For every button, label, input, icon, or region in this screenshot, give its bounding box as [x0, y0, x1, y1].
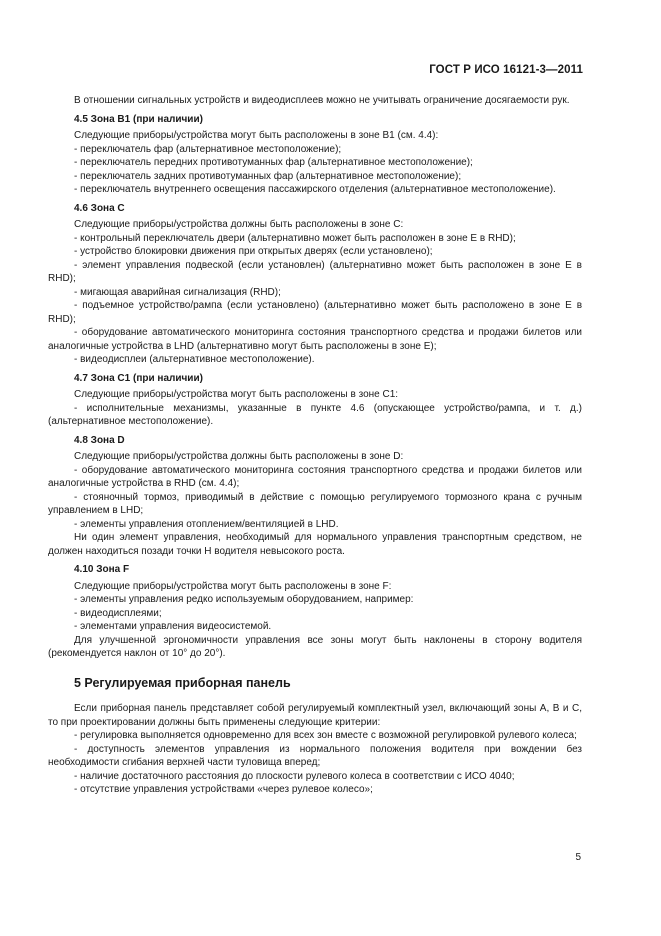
- section-4-10-note: Для улучшенной эргономичности управления все зоны могут быть наклонены в сторону водителя (рекомендуется наклон от 10° до 20°).: [48, 634, 582, 659]
- list-item: - элементами управления видеосистемой.: [74, 621, 272, 632]
- list-item: - элемент управления подвеской (если установлен) (альтернативно может быть расположен в зоне E в RHD);: [48, 259, 582, 284]
- intro-paragraph: В отношении сигнальных устройств и видеодисплеев можно не учитывать ограничение досягаемости рук.: [74, 95, 570, 106]
- list-item: - устройство блокировки движения при открытых дверях (если установлено);: [74, 246, 433, 257]
- document-id-header: ГОСТ Р ИСО 16121-3—2011: [429, 64, 583, 76]
- list-item: - оборудование автоматического мониторинга состояния транспортного средства и продажи билетов или аналогичные устройства в LHD (альтернативно могут быть расположены в зоне E);: [48, 327, 582, 352]
- list-item: - исполнительные механизмы, указанные в пункте 4.6 (опускающее устройство/рампа, и т. д.) (альтернативное местоположение).: [48, 402, 582, 427]
- list-item: - элементы управления отоплением/вентиляцией в LHD.: [74, 518, 339, 530]
- list-item: - отсутствие управления устройствами «через рулевое колесо»;: [74, 784, 373, 795]
- list-item: - стояночный тормоз, приводимый в действие с помощью регулируемого тормозного крана с ручным управлением в LHD;: [48, 491, 582, 516]
- list-item: - переключатель фар (альтернативное местоположение);: [74, 143, 342, 155]
- list-item: - подъемное устройство/рампа (если установлено) (альтернативно может быть расположено в зоне E в RHD);: [48, 300, 582, 325]
- section-4-8-lead: Следующие приборы/устройства должны быть расположены в зоне D:: [74, 451, 404, 462]
- list-item: - наличие достаточного расстояния до плоскости рулевого колеса в соответствии с ИСО 4040;: [74, 770, 515, 782]
- list-item: - переключатель передних противотуманных фар (альтернативное местоположение);: [74, 157, 473, 168]
- list-item: - мигающая аварийная сигнализация (RHD);: [74, 286, 281, 298]
- page-number: 5: [575, 852, 581, 863]
- section-4-6-lead: Следующие приборы/устройства должны быть расположены в зоне C:: [74, 219, 404, 230]
- section-4-6-heading: 4.6 Зона C: [74, 202, 125, 214]
- section-4-7-lead: Следующие приборы/устройства могут быть расположены в зоне C1:: [74, 389, 399, 400]
- list-item: - видеодисплеи (альтернативное местоположение).: [74, 354, 315, 365]
- list-item: - переключатель внутреннего освещения пассажирского отделения (альтернативное местоположение).: [74, 184, 556, 195]
- section-4-8-heading: 4.8 Зона D: [74, 434, 125, 446]
- section-5-heading: 5 Регулируемая приборная панель: [74, 675, 291, 690]
- list-item: - переключатель задних противотуманных фар (альтернативное местоположение);: [74, 170, 462, 182]
- page-body: [48, 94, 582, 797]
- section-4-5-lead: Следующие приборы/устройства могут быть расположены в зоне B1 (см. 4.4):: [74, 130, 439, 141]
- section-4-5-heading: 4.5 Зона B1 (при наличии): [74, 113, 203, 125]
- section-4-7-heading: 4.7 Зона C1 (при наличии): [74, 372, 203, 384]
- section-4-8-note: Ни один элемент управления, необходимый для нормального управления транспортным средством, не должен находиться позади точки H водителя невысокого роста.: [48, 532, 582, 557]
- list-item: - доступность элементов управления из нормального положения водителя при вождении без необходимости сгибания верхней части туловища вперед;: [48, 743, 582, 768]
- section-4-10-lead: Следующие приборы/устройства могут быть расположены в зоне F:: [74, 580, 392, 592]
- list-item: - оборудование автоматического мониторинга состояния транспортного средства и продажи билетов или аналогичные устройства в RHD (см. 4.4);: [48, 464, 582, 489]
- list-item: - контрольный переключатель двери (альтернативно может быть расположен в зоне E в RHD);: [74, 232, 516, 244]
- list-item: - видеодисплеями;: [74, 607, 162, 619]
- list-item: - регулировка выполняется одновременно для всех зон вместе с возможной регулировкой рулевого колеса;: [74, 730, 577, 741]
- section-5-lead: Если приборная панель представляет собой регулируемый комплектный узел, включающий зоны A, B и C, то при проектировании должны быть применены следующие критерии:: [48, 703, 582, 728]
- list-item: - элементы управления редко используемым оборудованием, например:: [74, 594, 414, 605]
- section-4-10-heading: 4.10 Зона F: [74, 564, 130, 575]
